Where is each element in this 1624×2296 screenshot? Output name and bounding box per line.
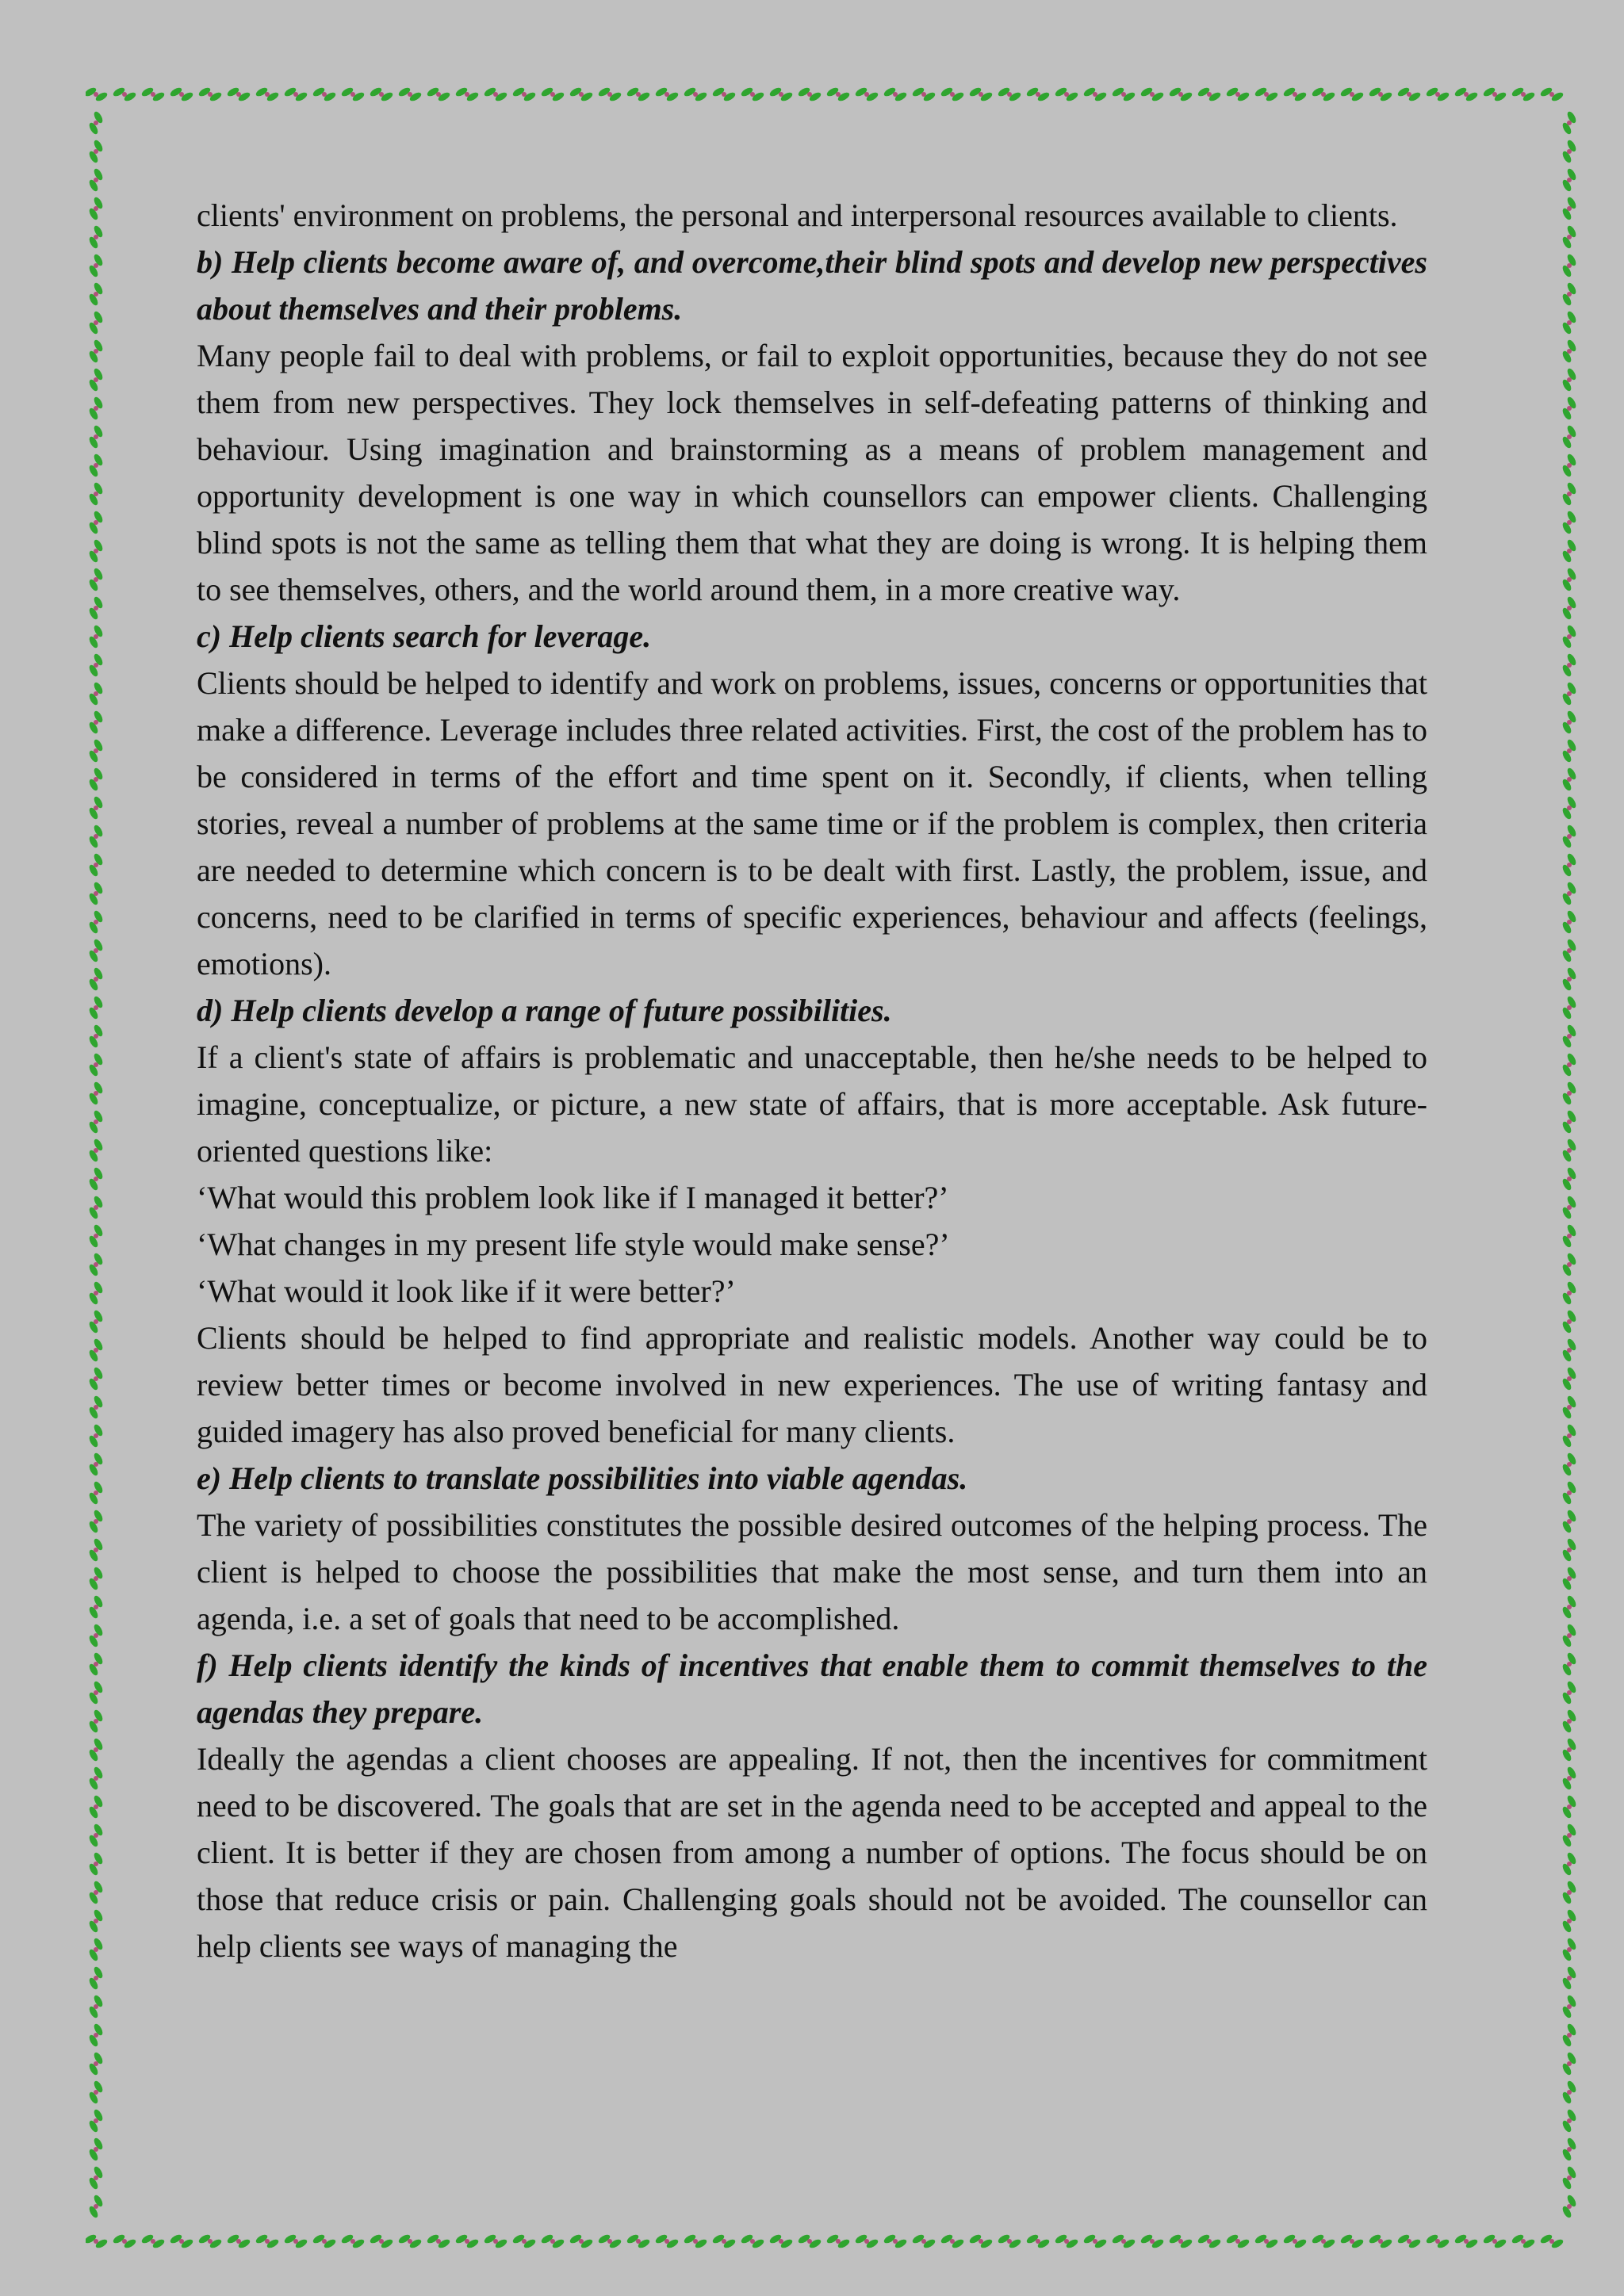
- paragraph-c: Clients should be helped to identify and work on problems, issues, concerns or opportunities that make a difference. Leverage includes three related activities. First, the cost of the problem has to be considered in terms of the effort and time spent on it. Secondly, if clients, when telling stories, reveal a number of problems at the same time or if the problem is complex, then criteria are needed to determine which concern is to be dealt with first. Lastly, the problem, issue, and concerns, need to be clarified in terms of specific experiences, behaviour and affects (feelings, emotions).: [197, 665, 1427, 982]
- paragraph-d-continued: Clients should be helped to find appropriate and realistic models. Another way could be to review better times or become involved in new experiences. The use of writing fantasy and guided imagery has also proved beneficial for many clients.: [197, 1320, 1427, 1449]
- question-2: ‘What changes in my present life style would make sense?’: [197, 1226, 950, 1262]
- section-heading-d: d) Help clients develop a range of future possibilities.: [197, 993, 892, 1028]
- page-body-text: [197, 192, 1427, 1969]
- section-heading-f: f) Help clients identify the kinds of incentives that enable them to commit themselves to the agendas they prepare.: [197, 1647, 1427, 1730]
- section-heading-e: e) Help clients to translate possibilities into viable agendas.: [197, 1460, 968, 1496]
- paragraph-e: The variety of possibilities constitutes the possible desired outcomes of the helping process. The client is helped to choose the possibilities that make the most sense, and turn them into an agenda, i.e. a set of goals that need to be accomplished.: [197, 1507, 1427, 1636]
- section-heading-b: b) Help clients become aware of, and overcome,their blind spots and develop new perspectives about themselves and their problems.: [197, 244, 1427, 327]
- question-3: ‘What would it look like if it were better?’: [197, 1273, 736, 1309]
- question-1: ‘What would this problem look like if I managed it better?’: [197, 1180, 949, 1215]
- paragraph-continuation: clients' environment on problems, the personal and interpersonal resources available to clients.: [197, 197, 1398, 233]
- paragraph-b: Many people fail to deal with problems, or fail to exploit opportunities, because they do not see them from new perspectives. They lock themselves in self-defeating patterns of thinking and behaviour. Using imagination and brainstorming as a means of problem management and opportunity development is one way in which counsellors can empower clients. Challenging blind spots is not the same as telling them that what they are doing is wrong. It is helping them to see themselves, others, and the world around them, in a more creative way.: [197, 338, 1427, 607]
- paragraph-d: If a client's state of affairs is problematic and unacceptable, then he/she needs to be helped to imagine, conceptualize, or picture, a new state of affairs, that is more acceptable. Ask future-oriented questions like:: [197, 1039, 1427, 1169]
- paragraph-f: Ideally the agendas a client chooses are appealing. If not, then the incentives for commitment need to be discovered. The goals that are set in the agenda need to be accepted and appeal to the client. It is better if they are chosen from among a number of options. The focus should be on those that reduce crisis or pain. Challenging goals should not be avoided. The counsellor can help clients see ways of managing the: [197, 1741, 1427, 1964]
- section-heading-c: c) Help clients search for leverage.: [197, 618, 652, 654]
